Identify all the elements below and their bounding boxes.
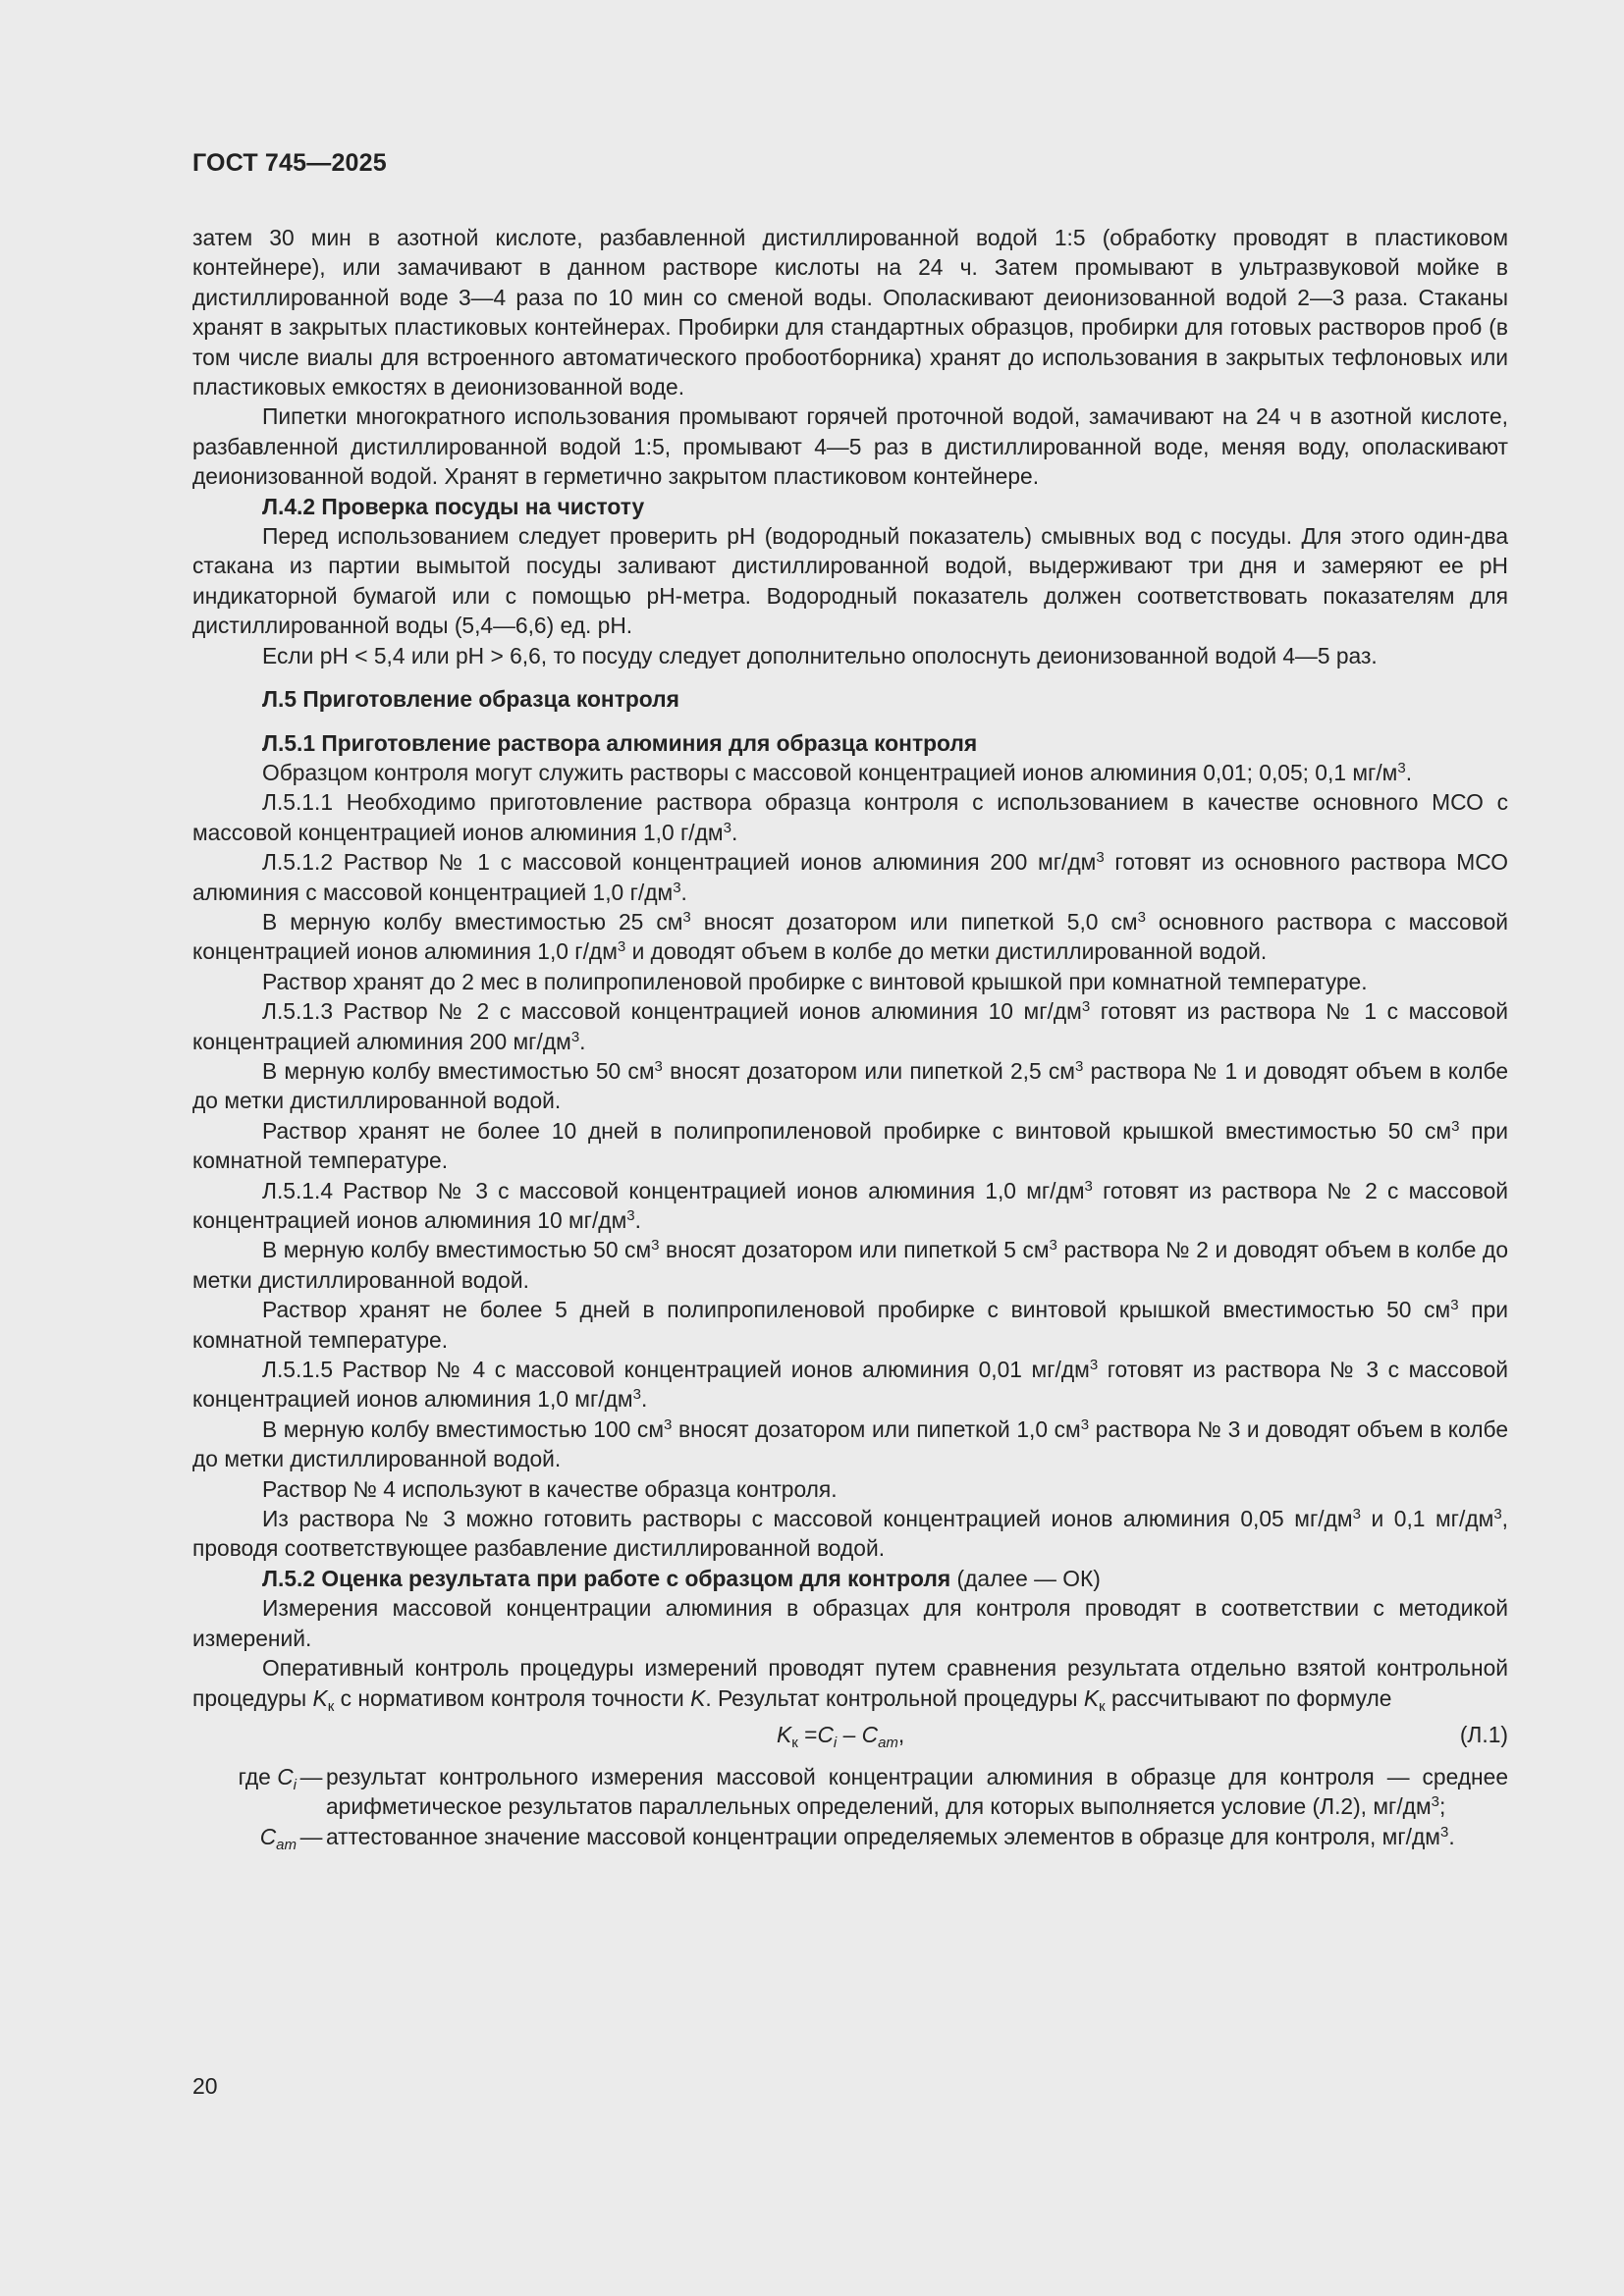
paragraph: Л.5.1.5 Раствор № 4 с массовой концентрацией ионов алюминия 0,01 $мг/дм^3$ готовят из раствора № 3 с массовой концентрацией ионов алюминия 1,0 $мг/дм^3$.	[192, 1357, 1508, 1413]
paragraph: Из раствора № 3 можно готовить растворы с массовой концентрацией ионов алюминия 0,05 $мг/дм^3$ и 0,1 $мг/дм^3$, проводя соответствующее разбавление дистиллированной водой.	[192, 1506, 1508, 1562]
section-heading-l5: Л.5 Приготовление образца контроля	[262, 686, 679, 713]
paragraph: В мерную колбу вместимостью 50 $см^3$ вносят дозатором или пипеткой 5 $см^3$ раствора № 2 и доводят объем в колбе до метки дистиллированной водой.	[192, 1237, 1508, 1293]
paragraph: Л.5.1.1 Необходимо приготовление раствора образца контроля с использованием в качестве основного МСО с массовой концентрацией ионов алюминия 1,0 $г/дм^3$.	[192, 789, 1508, 845]
paragraph: Л.5.1.4 Раствор № 3 с массовой концентрацией ионов алюминия 1,0 $мг/дм^3$ готовят из раствора № 2 с массовой концентрацией ионов алюминия 10 $мг/дм^3$.	[192, 1177, 1508, 1233]
formula-number: (Л.1)	[1459, 1721, 1508, 1747]
paragraph: Раствор хранят до 2 мес в полипропиленовой пробирке с винтовой крышкой при комнатной температуре.	[262, 968, 1368, 994]
paragraph: В мерную колбу вместимостью 100 $см^3$ вносят дозатором или пипеткой 1,0 $см^3$ раствора № 3 и доводят объем в колбе до метки дистиллированной водой.	[192, 1415, 1508, 1472]
paragraph: Л.5.1.3 Раствор № 2 с массовой концентрацией ионов алюминия 10 $мг/дм^3$ готовят из раствора № 1 с массовой концентрацией алюминия 200 $мг/дм^3$.	[192, 998, 1508, 1054]
symbol-definitions	[192, 1762, 1508, 1851]
paragraph: Измерения массовой концентрации алюминия в образцах для контроля проводят в соответствии с методикой измерений.	[192, 1595, 1508, 1651]
page-number: 20	[192, 2073, 218, 2099]
section-heading-l42: Л.4.2 Проверка посуды на чистоту	[262, 493, 645, 519]
paragraph: Если pH < 5,4 или pH > 6,6, то посуду следует дополнительно ополоснуть деионизованной водой 4—5 раз.	[262, 642, 1378, 668]
formula-expression: $K_к =C_i - C_{am}$,	[777, 1721, 905, 1751]
definition-ci	[192, 1762, 1508, 1822]
definition-dash: —	[299, 1823, 323, 1849]
definition-cam	[192, 1822, 1508, 1851]
paragraph: Перед использованием следует проверить pH (водородный показатель) смывных вод с посуды. Для этого один-два стакана из партии вымытой посуды заливают дистиллированной водой, выдерживают три дня и замеряют ее pH индикаторной бумагой или с помощью pH-метра. Водородный показатель должен соответствовать показателям для дистиллированной воды (5,4—6,6) ед. pH.	[192, 523, 1508, 639]
formula-l1	[192, 1713, 1508, 1756]
definition-term: $C_{am}$	[259, 1823, 297, 1853]
paragraph: Раствор № 4 используют в качестве образца контроля.	[262, 1475, 838, 1502]
paragraph: В мерную колбу вместимостью 25 $см^3$ вносят дозатором или пипеткой 5,0 $см^3$ основного раствора с массовой концентрацией ионов алюминия 1,0 $г/дм^3$ и доводят объем в колбе до метки дистиллированной водой.	[192, 908, 1509, 965]
paragraph: Оперативный контроль процедуры измерений проводят путем сравнения результата отдельно взятой контрольной процедуры $K_к$ с нормативом контроля точности K. Результат контрольной процедуры $K_к$ рассчитывают по формуле	[192, 1655, 1508, 1715]
paragraph: В мерную колбу вместимостью 50 $см^3$ вносят дозатором или пипеткой 2,5 $см^3$ раствора № 1 и доводят объем в колбе до метки дистиллированной водой.	[192, 1057, 1508, 1114]
paragraph: Пипетки многократного использования промывают горячей проточной водой, замачивают на 24 ч в азотной кислоте, разбавленной дистиллированной водой 1:5, промывают 4—5 раз в дистиллированной воде, меняя воду, ополаскивают деионизованной водой. Хранят в герметично закрытом пластиковом контейнере.	[192, 403, 1508, 490]
definition-dash: —	[299, 1763, 323, 1789]
section-heading-l51: Л.5.1 Приготовление раствора алюминия для образца контроля	[262, 729, 978, 756]
paragraph: Л.5.1.2 Раствор № 1 с массовой концентрацией ионов алюминия 200 $мг/дм^3$ готовят из основного раствора МСО алюминия с массовой концентрацией 1,0 $г/дм^3$.	[192, 849, 1508, 905]
document-body	[192, 223, 1508, 1851]
paragraph: Раствор хранят не более 10 дней в полипропиленовой пробирке с винтовой крышкой вместимостью 50 $см^3$ при комнатной температуре.	[192, 1117, 1509, 1174]
paragraph: Образцом контроля могут служить растворы с массовой концентрацией ионов алюминия 0,01; 0,05; 0,1 $мг/м^3$.	[262, 759, 1413, 785]
definition-text: результат контрольного измерения массовой концентрации алюминия в образце для контроля — среднее арифметическое результатов параллельных определений, для которых выполняется условие (Л.2), $мг/дм^3$;	[326, 1763, 1508, 1820]
paragraph: затем 30 мин в азотной кислоте, разбавленной дистиллированной водой 1:5 (обработку проводят в пластиковом контейнере), или замачивают в данном растворе кислоты на 24 ч. Затем промывают в ультразвуковой мойке в дистиллированной воде 3—4 раза по 10 мин со сменой воды. Ополаскивают деионизованной водой 2—3 раза. Стаканы хранят в закрытых пластиковых контейнерах. Пробирки для стандартных образцов, пробирки для готовых растворов проб (в том числе виалы для встроенного автоматического пробоотборника) хранят до использования в закрытых тефлоновых или пластиковых емкостях в деионизованной воде.	[192, 225, 1508, 400]
definition-text: аттестованное значение массовой концентрации определяемых элементов в образце для контроля, $мг/дм^3$.	[326, 1823, 1455, 1849]
document-code-header: ГОСТ 745—2025	[192, 149, 387, 177]
definition-term: где $C_i$	[238, 1763, 297, 1793]
section-heading-l52: Л.5.2 Оценка результата при работе с образцом для контроля (далее — ОК)	[262, 1565, 1101, 1591]
paragraph: Раствор хранят не более 5 дней в полипропиленовой пробирке с винтовой крышкой вместимостью 50 $см^3$ при комнатной температуре.	[192, 1297, 1508, 1353]
